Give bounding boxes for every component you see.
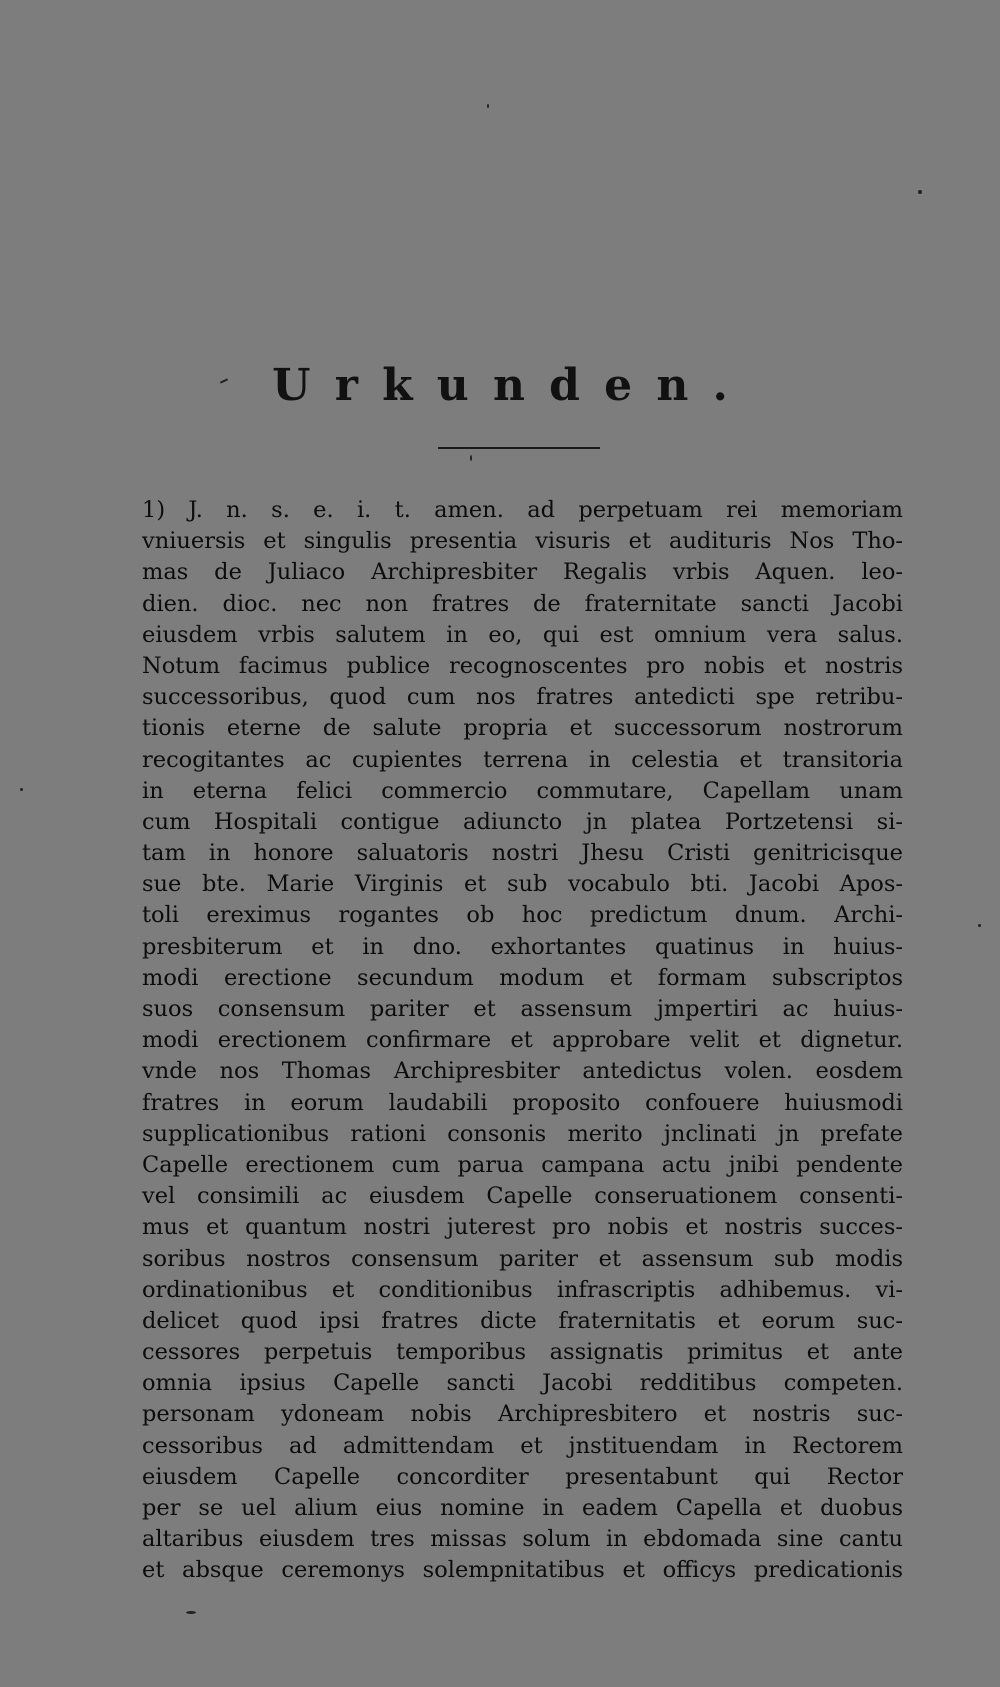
scan-speck	[487, 104, 489, 108]
text-line: Notum facimus publice recognoscentes pro nobis et nostris	[142, 652, 903, 679]
scan-speck	[918, 190, 922, 194]
text-line: toli ereximus rogantes ob hoc predictum dnum. Archi-	[142, 902, 903, 929]
text-line: successoribus, quod cum nos fratres antedicti spe retribu-	[142, 684, 903, 711]
text-line: et absque ceremonys solempnitatibus et officys predicationis	[142, 1557, 903, 1584]
text-line: supplicationibus rationi consonis merito jnclinati jn prefate	[142, 1120, 903, 1147]
text-line: cessores perpetuis temporibus assignatis primitus et ante	[142, 1339, 903, 1366]
text-line: modi erectionem confirmare et approbare velit et dignetur.	[142, 1027, 903, 1054]
text-line: per se uel alium eius nomine in eadem Capella et duobus	[142, 1495, 903, 1521]
text-line: vnde nos Thomas Archipresbiter antedictus volen. eosdem	[142, 1058, 903, 1085]
text-line: 1) J. n. s. e. i. t. amen. ad perpetuam rei memoriam	[142, 497, 903, 523]
text-line: cum Hospitali contigue adiuncto jn platea Portzetensi si-	[142, 808, 903, 835]
title-divider	[438, 447, 600, 449]
text-line: fratres in eorum laudabili proposito confouere huiusmodi	[142, 1089, 903, 1116]
text-line: tionis eterne de salute propria et successorum nostrorum	[142, 715, 903, 742]
text-line: altaribus eiusdem tres missas solum in ebdomada sine cantu	[142, 1526, 903, 1553]
scan-speck	[470, 455, 472, 461]
text-line: dien. dioc. nec non fratres de fraternitate sancti Jacobi	[142, 590, 903, 617]
document-body	[142, 495, 903, 1587]
text-line: delicet quod ipsi fratres dicte fraternitatis et eorum suc-	[142, 1307, 903, 1334]
text-line: mas de Juliaco Archipresbiter Regalis vrbis Aquen. leo-	[142, 559, 903, 586]
text-line: personam ydoneam nobis Archipresbitero et nostris suc-	[142, 1401, 903, 1428]
page-title: Urkunden.	[272, 360, 753, 411]
text-line: presbiterum et in dno. exhortantes quatinus in huius-	[142, 933, 903, 960]
text-line: suos consensum pariter et assensum jmpertiri ac huius-	[142, 996, 903, 1022]
text-line: tam in honore saluatoris nostri Jhesu Cristi genitricisque	[142, 840, 903, 867]
text-line: recogitantes ac cupientes terrena in celestia et transitoria	[142, 746, 903, 773]
text-line: vel consimili ac eiusdem Capelle conseruationem consenti-	[142, 1183, 903, 1210]
scan-speck	[20, 788, 23, 791]
text-line: Capelle erectionem cum parua campana actu jnibi pendente	[142, 1151, 903, 1178]
text-line: ordinationibus et conditionibus infrascriptis adhibemus. vi-	[142, 1276, 903, 1303]
text-line: soribus nostros consensum pariter et assensum sub modis	[142, 1245, 903, 1272]
text-line: in eterna felici commercio commutare, Capellam unam	[142, 777, 903, 804]
text-line: modi erectione secundum modum et formam subscriptos	[142, 964, 903, 991]
text-line: eiusdem Capelle concorditer presentabunt qui Rector	[142, 1463, 903, 1490]
scan-speck	[978, 924, 981, 927]
text-line: cessoribus ad admittendam et jnstituendam in Rectorem	[142, 1432, 903, 1459]
text-line: eiusdem vrbis salutem in eo, qui est omnium vera salus.	[142, 621, 903, 648]
text-line: sue bte. Marie Virginis et sub vocabulo bti. Jacobi Apos-	[142, 871, 903, 898]
scan-speck	[186, 1611, 196, 1614]
text-line: vniuersis et singulis presentia visuris et audituris Nos Tho-	[142, 528, 903, 555]
text-line: mus et quantum nostri juterest pro nobis et nostris succes-	[142, 1214, 903, 1241]
text-line: omnia ipsius Capelle sancti Jacobi redditibus competen.	[142, 1370, 903, 1397]
